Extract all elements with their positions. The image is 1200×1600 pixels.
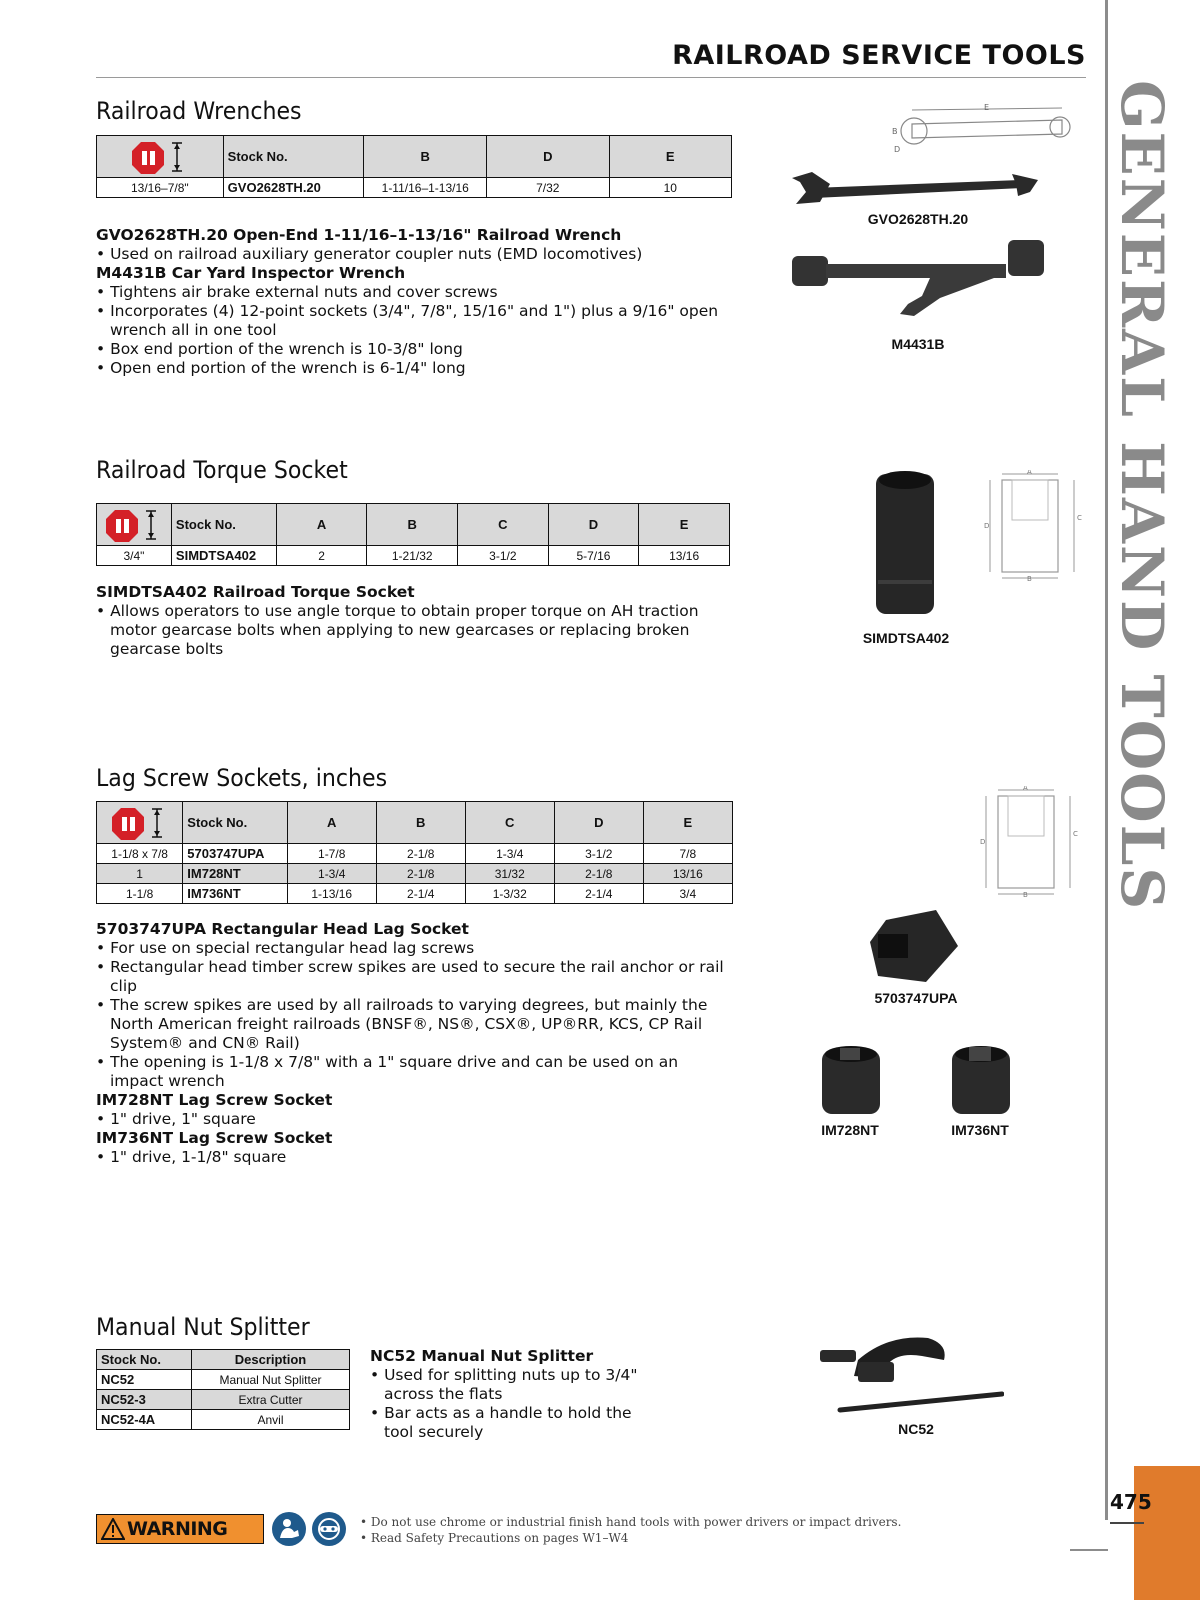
caption-wrench1: GVO2628TH.20 [867, 211, 969, 227]
warning-label [96, 1514, 264, 1544]
cell-e: 3/4 [643, 884, 732, 904]
cell-stock: NC52-4A [97, 1410, 192, 1430]
cell-e: 7/8 [643, 844, 732, 864]
lag-description [96, 920, 736, 1167]
cell-a: 1-7/8 [287, 844, 376, 864]
col-header-a: A [287, 802, 376, 844]
bullet-item: • Used on railroad auxiliary generator coupler nuts (EMD locomotives) [96, 245, 643, 263]
bullet-item: • Allows operators to use angle torque to obtain proper torque on AH traction motor gearcase bolts when applying to new gearcases or replacing broken gearcase bolts [96, 602, 699, 658]
cell-stock: SIMDTSA402 [171, 546, 276, 566]
cell-b: 2-1/8 [376, 864, 465, 884]
cell-c: 3-1/2 [458, 546, 549, 566]
wrenches-description [96, 226, 736, 378]
col-header-c: C [458, 504, 549, 546]
rectangular-lag-socket-image [866, 906, 966, 990]
col-header-b: B [367, 504, 458, 546]
caption-wrench2: M4431B [891, 336, 945, 352]
caption-im728nt: IM728NT [821, 1122, 879, 1138]
product-heading: 5703747UPA Rectangular Head Lag Socket [96, 920, 469, 938]
caption-nut-splitter: NC52 [898, 1421, 934, 1437]
svg-text:D: D [984, 522, 990, 530]
svg-text:D: D [980, 838, 986, 846]
vertical-title-text: GENERAL HAND TOOLS [1108, 80, 1176, 912]
svg-text:B: B [1023, 891, 1028, 898]
table-row [97, 1390, 350, 1410]
cell-b: 2-1/4 [376, 884, 465, 904]
col-header-c: C [465, 802, 554, 844]
svg-text:C: C [1077, 514, 1082, 522]
product-heading: M4431B Car Yard Inspector Wrench [96, 264, 406, 282]
product-heading: SIMDTSA402 Railroad Torque Socket [96, 583, 415, 601]
cell-c: 1-3/32 [465, 884, 554, 904]
splitter-table [96, 1349, 350, 1430]
cell-stock: IM728NT [183, 864, 287, 884]
table-row [97, 884, 733, 904]
col-header-d: D [554, 802, 643, 844]
svg-text:E: E [984, 103, 990, 112]
col-header-a: A [276, 504, 367, 546]
cell-stock: 5703747UPA [183, 844, 287, 864]
col-header-e: E [643, 802, 732, 844]
cell-c: 1-3/4 [465, 844, 554, 864]
svg-text:B: B [1027, 575, 1032, 582]
safety-note: • Read Safety Precautions on pages W1–W4 [360, 1531, 629, 1545]
vertical-section-title [1108, 80, 1176, 1010]
inspector-wrench-image [790, 238, 1050, 322]
safety-note: • Do not use chrome or industrial finish hand tools with power drivers or impact drivers. [360, 1515, 902, 1529]
wrenches-table [96, 135, 732, 198]
section-title-splitter: Manual Nut Splitter [96, 1313, 310, 1341]
orange-page-tab [1134, 1466, 1200, 1600]
svg-text:A: A [1027, 470, 1032, 476]
lag-table [96, 801, 733, 904]
cell-a: 1-3/4 [287, 864, 376, 884]
cell-d: 2-1/8 [554, 864, 643, 884]
col-header-d: D [487, 136, 610, 178]
col-header-e: E [609, 136, 731, 178]
table-row [97, 844, 733, 864]
cell-d: 7/32 [487, 178, 610, 198]
lag-socket-dimension-diagram [980, 786, 1090, 898]
bullet-item: • Bar acts as a handle to hold the tool securely [370, 1404, 632, 1441]
size-header [97, 802, 183, 844]
bullet-item: • The screw spikes are used by all railroads to varying degrees, but mainly the North American freight railroads (BNSF®, NS®, CSX®, UP®RR, KCS, CP Rail System® and CN® Rail) [96, 996, 708, 1052]
cell-description: Manual Nut Splitter [192, 1370, 350, 1390]
wrench-dimension-diagram [892, 102, 1082, 162]
section-title-torque: Railroad Torque Socket [96, 456, 348, 484]
bullet-item: • For use on special rectangular head lag screws [96, 939, 475, 957]
product-heading: GVO2628TH.20 Open-End 1-11/16–1-13/16" Railroad Wrench [96, 226, 622, 244]
bullet-item: • Open end portion of the wrench is 6-1/4" long [96, 359, 466, 377]
cell-stock: IM736NT [183, 884, 287, 904]
cell-description: Anvil [192, 1410, 350, 1430]
bullet-item: • Rectangular head timber screw spikes are used to secure the rail anchor or rail clip [96, 958, 724, 995]
torque-description [96, 583, 736, 659]
cell-d: 2-1/4 [554, 884, 643, 904]
socket-size-icon [109, 806, 171, 840]
read-manual-icon [272, 1512, 306, 1546]
safety-notes [360, 1514, 901, 1546]
socket-size-icon [103, 508, 165, 542]
table-row [97, 546, 730, 566]
svg-text:D: D [894, 145, 901, 154]
svg-text:C: C [1073, 830, 1078, 838]
im736nt-socket-image [948, 1042, 1014, 1118]
bullet-item: • Used for splitting nuts up to 3/4" across the flats [370, 1366, 638, 1403]
cell-a: 1-13/16 [287, 884, 376, 904]
cell-stock: NC52 [97, 1370, 192, 1390]
warning-text: WARNING [127, 1518, 228, 1540]
section-title-lag: Lag Screw Sockets, inches [96, 764, 388, 792]
cell-b: 1-11/16–1-13/16 [364, 178, 487, 198]
product-heading: IM736NT Lag Screw Socket [96, 1129, 333, 1147]
cell-d: 5-7/16 [548, 546, 639, 566]
svg-text:B: B [892, 127, 898, 136]
col-header-d: D [548, 504, 639, 546]
open-end-wrench-image [790, 170, 1045, 210]
page-number: 475 [1110, 1490, 1152, 1514]
bullet-item: • 1" drive, 1" square [96, 1110, 256, 1128]
col-header-stock: Stock No. [183, 802, 287, 844]
socket-size-icon [129, 140, 191, 174]
cell-description: Extra Cutter [192, 1390, 350, 1410]
cell-c: 31/32 [465, 864, 554, 884]
socket-dimension-diagram [984, 470, 1094, 582]
cell-e: 13/16 [643, 864, 732, 884]
torque-socket-image [866, 468, 946, 624]
table-row [97, 1370, 350, 1390]
bullet-item: • Tightens air brake external nuts and cover screws [96, 283, 498, 301]
bullet-item: • The opening is 1-1/8 x 7/8" with a 1" square drive and can be used on an impact wrench [96, 1053, 679, 1090]
cell-e: 13/16 [639, 546, 730, 566]
table-row [97, 178, 732, 198]
table-row [97, 864, 733, 884]
cell-size: 1 [97, 864, 183, 884]
eye-protection-icon [312, 1512, 346, 1546]
cell-size: 3/4" [97, 546, 172, 566]
cell-d: 3-1/2 [554, 844, 643, 864]
cell-size: 1-1/8 [97, 884, 183, 904]
header-rule [96, 77, 1086, 78]
cell-a: 2 [276, 546, 367, 566]
caption-torque-socket: SIMDTSA402 [862, 630, 950, 646]
cell-stock: GVO2628TH.20 [223, 178, 364, 198]
section-title-wrenches: Railroad Wrenches [96, 97, 302, 125]
torque-table [96, 503, 730, 566]
col-header-b: B [376, 802, 465, 844]
side-rule-foot [1070, 1549, 1108, 1551]
bullet-item: • Incorporates (4) 12-point sockets (3/4", 7/8", 15/16" and 1") plus a 9/16" open wrench all in one tool [96, 302, 719, 339]
col-header-e: E [639, 504, 730, 546]
cell-stock: NC52-3 [97, 1390, 192, 1410]
bullet-item: • Box end portion of the wrench is 10-3/8" long [96, 340, 463, 358]
cell-size: 13/16–7/8" [97, 178, 224, 198]
col-header-stock: Stock No. [171, 504, 276, 546]
cell-size: 1-1/8 x 7/8 [97, 844, 183, 864]
col-header-description: Description [192, 1350, 350, 1370]
col-header-b: B [364, 136, 487, 178]
page-header-title: RAILROAD SERVICE TOOLS [672, 40, 1086, 71]
product-heading: IM728NT Lag Screw Socket [96, 1091, 333, 1109]
col-header-stock: Stock No. [97, 1350, 192, 1370]
bullet-item: • 1" drive, 1-1/8" square [96, 1148, 287, 1166]
col-header-stock: Stock No. [223, 136, 364, 178]
im728nt-socket-image [818, 1042, 884, 1118]
cell-b: 2-1/8 [376, 844, 465, 864]
product-heading: NC52 Manual Nut Splitter [370, 1347, 594, 1365]
page-number-rule [1110, 1522, 1144, 1524]
size-header [97, 504, 172, 546]
caption-im736nt: IM736NT [951, 1122, 1009, 1138]
caption-rect-socket: 5703747UPA [874, 990, 958, 1006]
svg-text:A: A [1023, 786, 1028, 792]
warning-triangle-icon [101, 1518, 125, 1540]
cell-e: 10 [609, 178, 731, 198]
splitter-description [370, 1347, 662, 1442]
nut-splitter-image [818, 1330, 1004, 1414]
size-header [97, 136, 224, 178]
cell-b: 1-21/32 [367, 546, 458, 566]
table-row [97, 1410, 350, 1430]
